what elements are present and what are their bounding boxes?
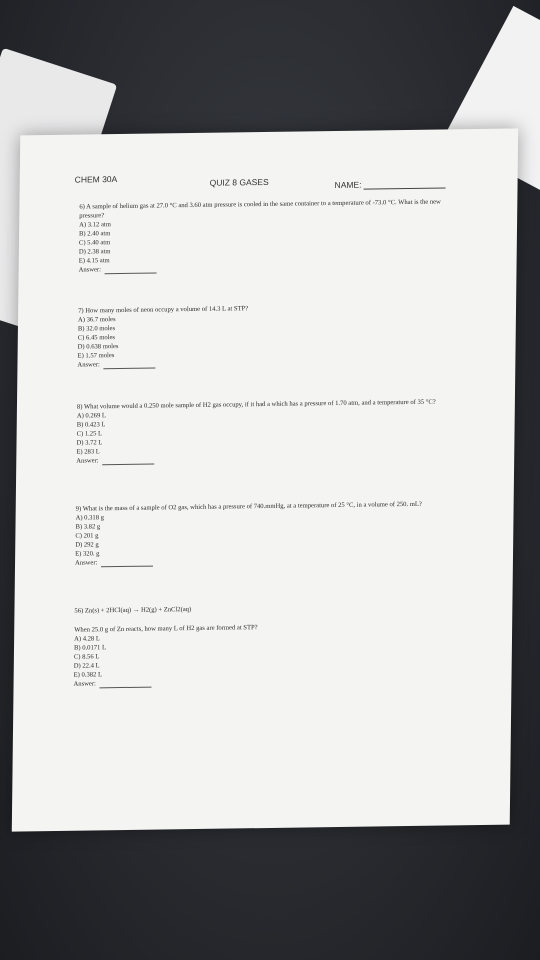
- option: E) 1.57 moles: [77, 352, 115, 360]
- course-title: CHEM 30A: [74, 174, 118, 185]
- option: A) 36.7 moles: [77, 316, 116, 324]
- option: D) 22.4 L: [73, 662, 100, 670]
- option: D) 0.638 moles: [77, 343, 119, 351]
- question-56: [74, 601, 455, 688]
- question-7: [77, 301, 458, 369]
- option: A) 3.12 atm: [79, 221, 111, 229]
- answer-label: Answer:: [78, 266, 101, 274]
- option: D) 2.38 atm: [78, 248, 111, 256]
- option: C) 6.45 moles: [77, 334, 116, 342]
- option: A) 0.269 L: [76, 412, 106, 420]
- reaction-equation: 56) Zn(s) + 2HCl(aq) → H2(g) + ZnCl2(aq): [74, 606, 192, 615]
- option: D) 292 g: [75, 541, 99, 549]
- quiz-sheet: [12, 128, 518, 831]
- question-9: [75, 499, 456, 567]
- option: C) 1.25 L: [76, 430, 103, 438]
- option: B) 32.0 moles: [77, 325, 116, 333]
- option: B) 3.82 g: [75, 523, 101, 531]
- option: D) 3.72 L: [76, 439, 103, 447]
- name-field: [335, 178, 446, 190]
- option: E) 283 L: [76, 448, 100, 456]
- question-8: [76, 397, 457, 465]
- answer-label: Answer:: [73, 680, 96, 688]
- answer-label: Answer:: [74, 559, 98, 567]
- answer-blank: [103, 458, 155, 466]
- answer-label: Answer:: [77, 361, 100, 369]
- option: E) 0.382 L: [73, 671, 103, 679]
- option: E) 320. g: [75, 550, 100, 558]
- quiz-title: QUIZ 8 GASES: [209, 176, 269, 188]
- question-text: When 25.0 g of Zn reacts, how many L of H2 gas are formed at STP?: [74, 624, 258, 634]
- option: B) 0.0171 L: [73, 644, 107, 652]
- question-text: 9) What is the mass of a sample of O2 gas, which has a pressure of 740.mmHg, at a temperature of 25 °C, in a volume of 250. mL?: [75, 500, 422, 513]
- option: C) 5.40 atm: [78, 239, 111, 247]
- answer-blank: [104, 362, 156, 370]
- option: B) 0.423 L: [76, 421, 106, 429]
- option: E) 4.15 atm: [78, 257, 110, 265]
- question-text: 7) How many moles of neon occupy a volume of 14.3 L at STP?: [78, 305, 249, 315]
- option: C) 8.56 L: [73, 653, 100, 661]
- answer-blank: [100, 681, 152, 689]
- option: C) 201 g: [75, 532, 99, 540]
- question-text: 6) A sample of helium gas at 27.0 °C and 3.60 atm pressure is cooled in the same container to a temperature of -73.0 °C. What is the new pressure?: [79, 198, 441, 220]
- question-text: 8) What volume would a 0.250 mole sample of H2 gas occupy, if it had a which has a pressure of 1.70 atm, and a temperature of 35 °C?: [76, 398, 436, 411]
- name-blank: [363, 179, 445, 189]
- answer-blank: [105, 266, 157, 274]
- name-label: NAME:: [334, 179, 362, 191]
- option: A) 0.318 g: [75, 514, 105, 522]
- option: B) 2.40 atm: [79, 230, 111, 238]
- question-6: [79, 197, 460, 274]
- answer-label: Answer:: [76, 457, 99, 465]
- answer-blank: [101, 560, 153, 568]
- option: A) 4.28 L: [74, 635, 100, 643]
